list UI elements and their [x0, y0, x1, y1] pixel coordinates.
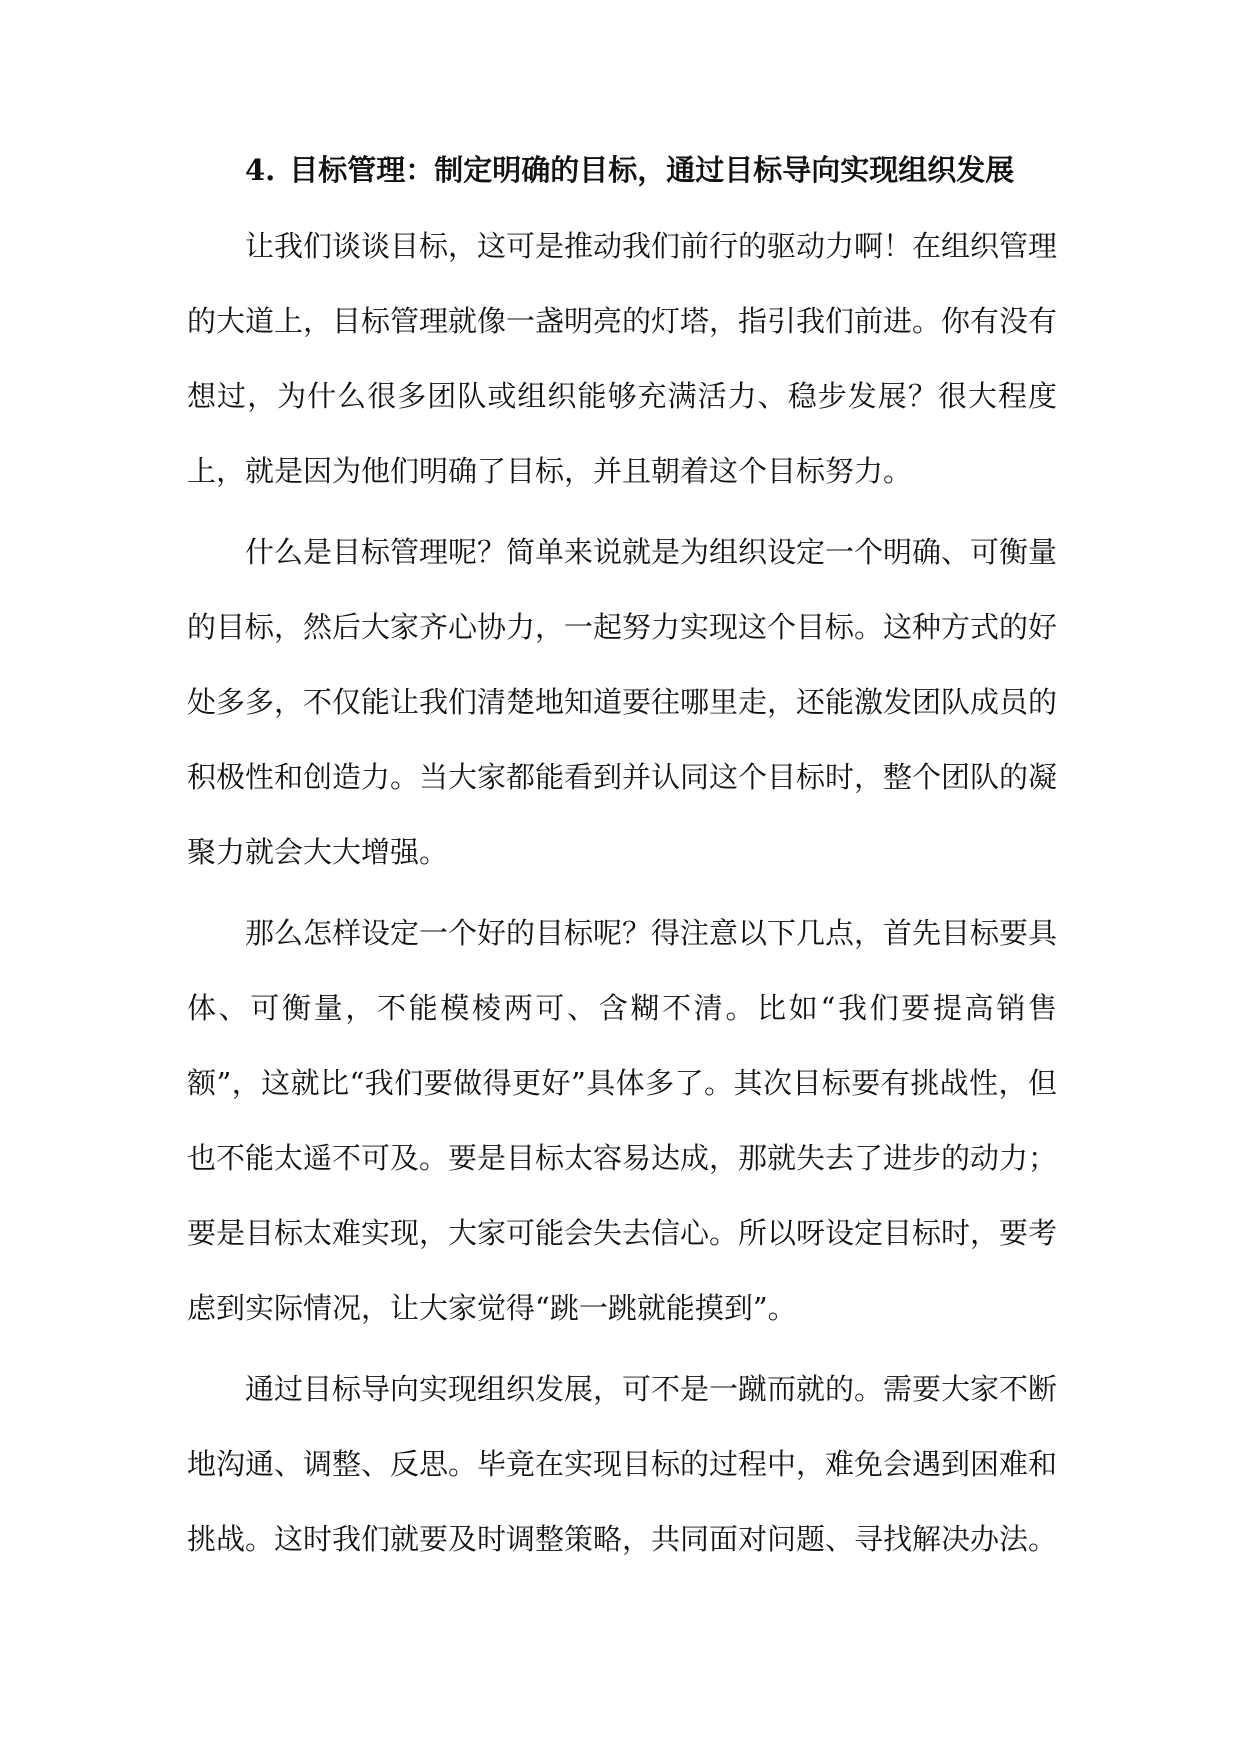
paragraph-text: 通过目标导向实现组织发展，可不是一蹴而就的。需要大家不断地沟通、调整、反思。毕竟在实现目标的过程中，难免会遇到困难和挑战。这时我们就要及时调整策略，共同面对问题、寻找解决办法。 [187, 1372, 1058, 1556]
paragraph-text: 那么怎样设定一个好的目标呢？得注意以下几点，首先目标要具体、可衡量，不能模棱两可、含糊不清。比如“我们要提高销售额”，这就比“我们要做得更好”具体多了。其次目标要有挑战性，但也不能太遥不可及。要是目标太容易达成，那就失去了进步的动力；要是目标太难实现，大家可能会失去信心。所以呀设定目标时，要考虑到实际情况，让大家觉得“跳一跳就能摸到”。 [187, 916, 1058, 1325]
paragraph-1 [187, 209, 1057, 509]
section-number: 4. [245, 153, 276, 187]
paragraph-3 [187, 896, 1057, 1346]
paragraph-4 [187, 1352, 1057, 1577]
section-heading [245, 145, 1145, 195]
paragraph-2 [187, 515, 1057, 890]
paragraph-text: 什么是目标管理呢？简单来说就是为组织设定一个明确、可衡量的目标，然后大家齐心协力，一起努力实现这个目标。这种方式的好处多多，不仅能让我们清楚地知道要往哪里走，还能激发团队成员的积极性和创造力。当大家都能看到并认同这个目标时，整个团队的凝聚力就会大大增强。 [187, 535, 1058, 869]
section-title: 目标管理：制定明确的目标，通过目标导向实现组织发展 [289, 153, 1015, 187]
paragraph-text: 让我们谈谈目标，这可是推动我们前行的驱动力啊！在组织管理的大道上，目标管理就像一盏明亮的灯塔，指引我们前进。你有没有想过，为什么很多团队或组织能够充满活力、稳步发展？很大程度上，就是因为他们明确了目标，并且朝着这个目标努力。 [187, 229, 1058, 488]
